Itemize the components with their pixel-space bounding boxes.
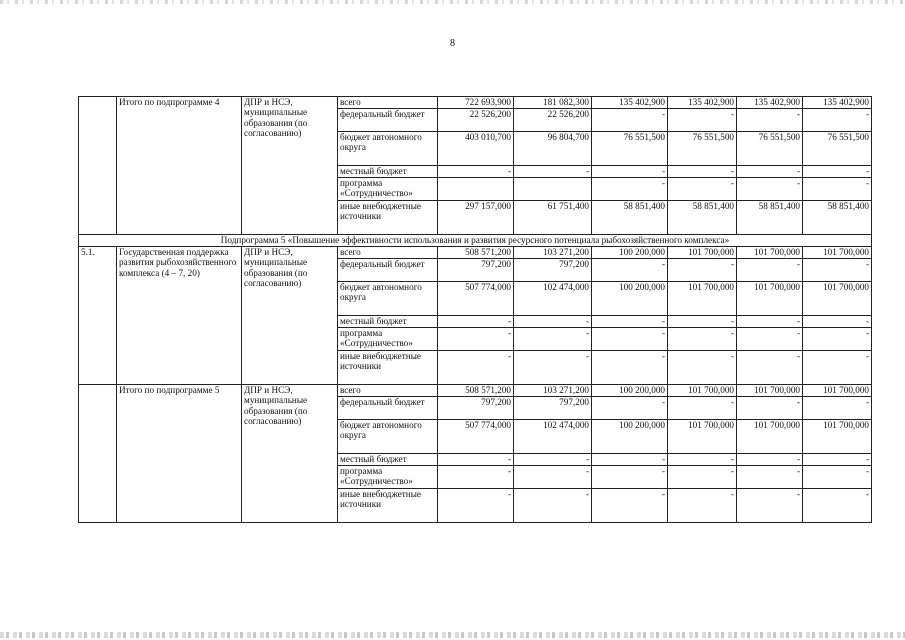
amount-cell: -	[514, 466, 592, 489]
amount-cell: 101 700,000	[803, 420, 872, 454]
amount-cell: 797,200	[514, 259, 592, 282]
amount-cell: -	[514, 328, 592, 351]
funding-source: всего	[338, 385, 438, 397]
amount-cell: -	[737, 397, 803, 420]
amount-cell: -	[737, 466, 803, 489]
amount-cell: 135 402,900	[592, 97, 668, 109]
amount-cell: 101 700,000	[803, 247, 872, 259]
amount-cell: -	[668, 178, 737, 201]
amount-cell: 76 551,500	[592, 132, 668, 166]
amount-cell: -	[737, 328, 803, 351]
amount-cell: -	[592, 328, 668, 351]
amount-cell: -	[668, 489, 737, 523]
amount-cell: -	[737, 489, 803, 523]
amount-cell: -	[668, 466, 737, 489]
executor: ДПР и НСЭ, муниципальные образования (по согласованию)	[242, 247, 338, 385]
amount-cell: -	[668, 454, 737, 466]
amount-cell: 101 700,000	[668, 282, 737, 316]
funding-source: иные внебюджетные источники	[338, 201, 438, 235]
amount-cell: -	[514, 351, 592, 385]
funding-source: всего	[338, 247, 438, 259]
amount-cell: 297 157,000	[438, 201, 514, 235]
table-row	[79, 385, 872, 397]
amount-cell: 22 526,200	[514, 109, 592, 132]
amount-cell: -	[803, 489, 872, 523]
amount-cell: 76 551,500	[668, 132, 737, 166]
amount-cell: 96 804,700	[514, 132, 592, 166]
amount-cell: 58 851,400	[668, 201, 737, 235]
amount-cell: 103 271,200	[514, 247, 592, 259]
amount-cell: -	[438, 489, 514, 523]
amount-cell: -	[668, 397, 737, 420]
amount-cell: 135 402,900	[668, 97, 737, 109]
amount-cell: -	[803, 328, 872, 351]
executor: ДПР и НСЭ, муниципальные образования (по согласованию)	[242, 97, 338, 235]
scan-edge-bottom	[0, 632, 905, 638]
amount-cell: -	[668, 166, 737, 178]
amount-cell: -	[514, 316, 592, 328]
table-row	[79, 247, 872, 259]
amount-cell: -	[803, 316, 872, 328]
amount-cell: -	[592, 397, 668, 420]
amount-cell: 101 700,000	[737, 385, 803, 397]
amount-cell: -	[514, 166, 592, 178]
amount-cell: 61 751,400	[514, 201, 592, 235]
amount-cell: -	[668, 351, 737, 385]
amount-cell: -	[592, 259, 668, 282]
amount-cell: 508 571,200	[438, 247, 514, 259]
amount-cell: -	[803, 166, 872, 178]
amount-cell: 102 474,000	[514, 420, 592, 454]
amount-cell: -	[803, 178, 872, 201]
table-body	[79, 97, 872, 523]
amount-cell: -	[737, 178, 803, 201]
amount-cell: 508 571,200	[438, 385, 514, 397]
executor: ДПР и НСЭ, муниципальные образования (по согласованию)	[242, 385, 338, 523]
funding-source: программа «Сотрудничество»	[338, 466, 438, 489]
amount-cell: 58 851,400	[803, 201, 872, 235]
amount-cell: -	[737, 109, 803, 132]
amount-cell: -	[592, 466, 668, 489]
amount-cell: -	[592, 351, 668, 385]
amount-cell: 101 700,000	[737, 282, 803, 316]
amount-cell: -	[438, 328, 514, 351]
amount-cell: 101 700,000	[668, 420, 737, 454]
funding-source: местный бюджет	[338, 454, 438, 466]
funding-source: местный бюджет	[338, 166, 438, 178]
amount-cell: 797,200	[438, 397, 514, 420]
amount-cell: -	[592, 166, 668, 178]
amount-cell: 101 700,000	[803, 282, 872, 316]
amount-cell: -	[737, 316, 803, 328]
funding-source: федеральный бюджет	[338, 109, 438, 132]
page-number: 8	[450, 38, 455, 49]
table-row	[79, 97, 872, 109]
amount-cell: 101 700,000	[737, 420, 803, 454]
amount-cell: 22 526,200	[438, 109, 514, 132]
amount-cell: 102 474,000	[514, 282, 592, 316]
amount-cell: -	[438, 454, 514, 466]
funding-source: местный бюджет	[338, 316, 438, 328]
amount-cell: 507 774,000	[438, 420, 514, 454]
amount-cell: 101 700,000	[803, 385, 872, 397]
funding-source: программа «Сотрудничество»	[338, 328, 438, 351]
funding-source: федеральный бюджет	[338, 397, 438, 420]
amount-cell: -	[803, 397, 872, 420]
amount-cell: -	[514, 489, 592, 523]
amount-cell: -	[737, 259, 803, 282]
amount-cell: 101 700,000	[668, 385, 737, 397]
row-number	[79, 385, 117, 523]
amount-cell: 100 200,000	[592, 247, 668, 259]
amount-cell: -	[803, 351, 872, 385]
funding-source: иные внебюджетные источники	[338, 489, 438, 523]
amount-cell: 722 693,900	[438, 97, 514, 109]
amount-cell: 101 700,000	[737, 247, 803, 259]
amount-cell: 507 774,000	[438, 282, 514, 316]
amount-cell: 135 402,900	[803, 97, 872, 109]
amount-cell: -	[514, 454, 592, 466]
amount-cell: -	[592, 454, 668, 466]
amount-cell: -	[438, 166, 514, 178]
amount-cell: -	[438, 351, 514, 385]
row-number	[79, 97, 117, 235]
funding-source: иные внебюджетные источники	[338, 351, 438, 385]
amount-cell: 76 551,500	[737, 132, 803, 166]
amount-cell: -	[803, 109, 872, 132]
budget-table	[78, 96, 872, 523]
measure-name: Итого по подпрограмме 5	[117, 385, 242, 523]
measure-name: Государственная поддержка развития рыбохозяйственного комплекса (4 – 7, 20)	[117, 247, 242, 385]
amount-cell: -	[737, 454, 803, 466]
amount-cell: 100 200,000	[592, 420, 668, 454]
amount-cell: -	[592, 109, 668, 132]
amount-cell: -	[668, 328, 737, 351]
amount-cell: 76 551,500	[803, 132, 872, 166]
amount-cell: 100 200,000	[592, 385, 668, 397]
amount-cell: 797,200	[438, 259, 514, 282]
amount-cell: 58 851,400	[737, 201, 803, 235]
subprogram-banner-row	[79, 235, 872, 247]
amount-cell: -	[668, 109, 737, 132]
funding-source: программа «Сотрудничество»	[338, 178, 438, 201]
amount-cell: 135 402,900	[737, 97, 803, 109]
amount-cell: -	[592, 489, 668, 523]
measure-name: Итого по подпрограмме 4	[117, 97, 242, 235]
amount-cell: 103 271,200	[514, 385, 592, 397]
amount-cell: -	[737, 166, 803, 178]
amount-cell	[438, 178, 514, 201]
amount-cell: 797,200	[514, 397, 592, 420]
row-number: 5.1.	[79, 247, 117, 385]
funding-source: бюджет автономного округа	[338, 132, 438, 166]
funding-source: всего	[338, 97, 438, 109]
amount-cell: -	[592, 178, 668, 201]
amount-cell: 100 200,000	[592, 282, 668, 316]
amount-cell: 403 010,700	[438, 132, 514, 166]
subprogram-banner: Подпрограмма 5 «Повышение эффективности использования и развития ресурсного потенциала рыбохозяйственного комплекса»	[79, 235, 872, 247]
amount-cell: -	[438, 466, 514, 489]
amount-cell: -	[803, 454, 872, 466]
amount-cell: -	[668, 316, 737, 328]
amount-cell	[514, 178, 592, 201]
funding-source: бюджет автономного округа	[338, 282, 438, 316]
amount-cell: -	[668, 259, 737, 282]
amount-cell: -	[438, 316, 514, 328]
amount-cell: -	[737, 351, 803, 385]
amount-cell: 58 851,400	[592, 201, 668, 235]
scan-edge-top	[0, 0, 905, 4]
amount-cell: -	[803, 259, 872, 282]
amount-cell: 101 700,000	[668, 247, 737, 259]
amount-cell: -	[592, 316, 668, 328]
amount-cell: -	[803, 466, 872, 489]
funding-source: федеральный бюджет	[338, 259, 438, 282]
amount-cell: 181 082,300	[514, 97, 592, 109]
funding-source: бюджет автономного округа	[338, 420, 438, 454]
